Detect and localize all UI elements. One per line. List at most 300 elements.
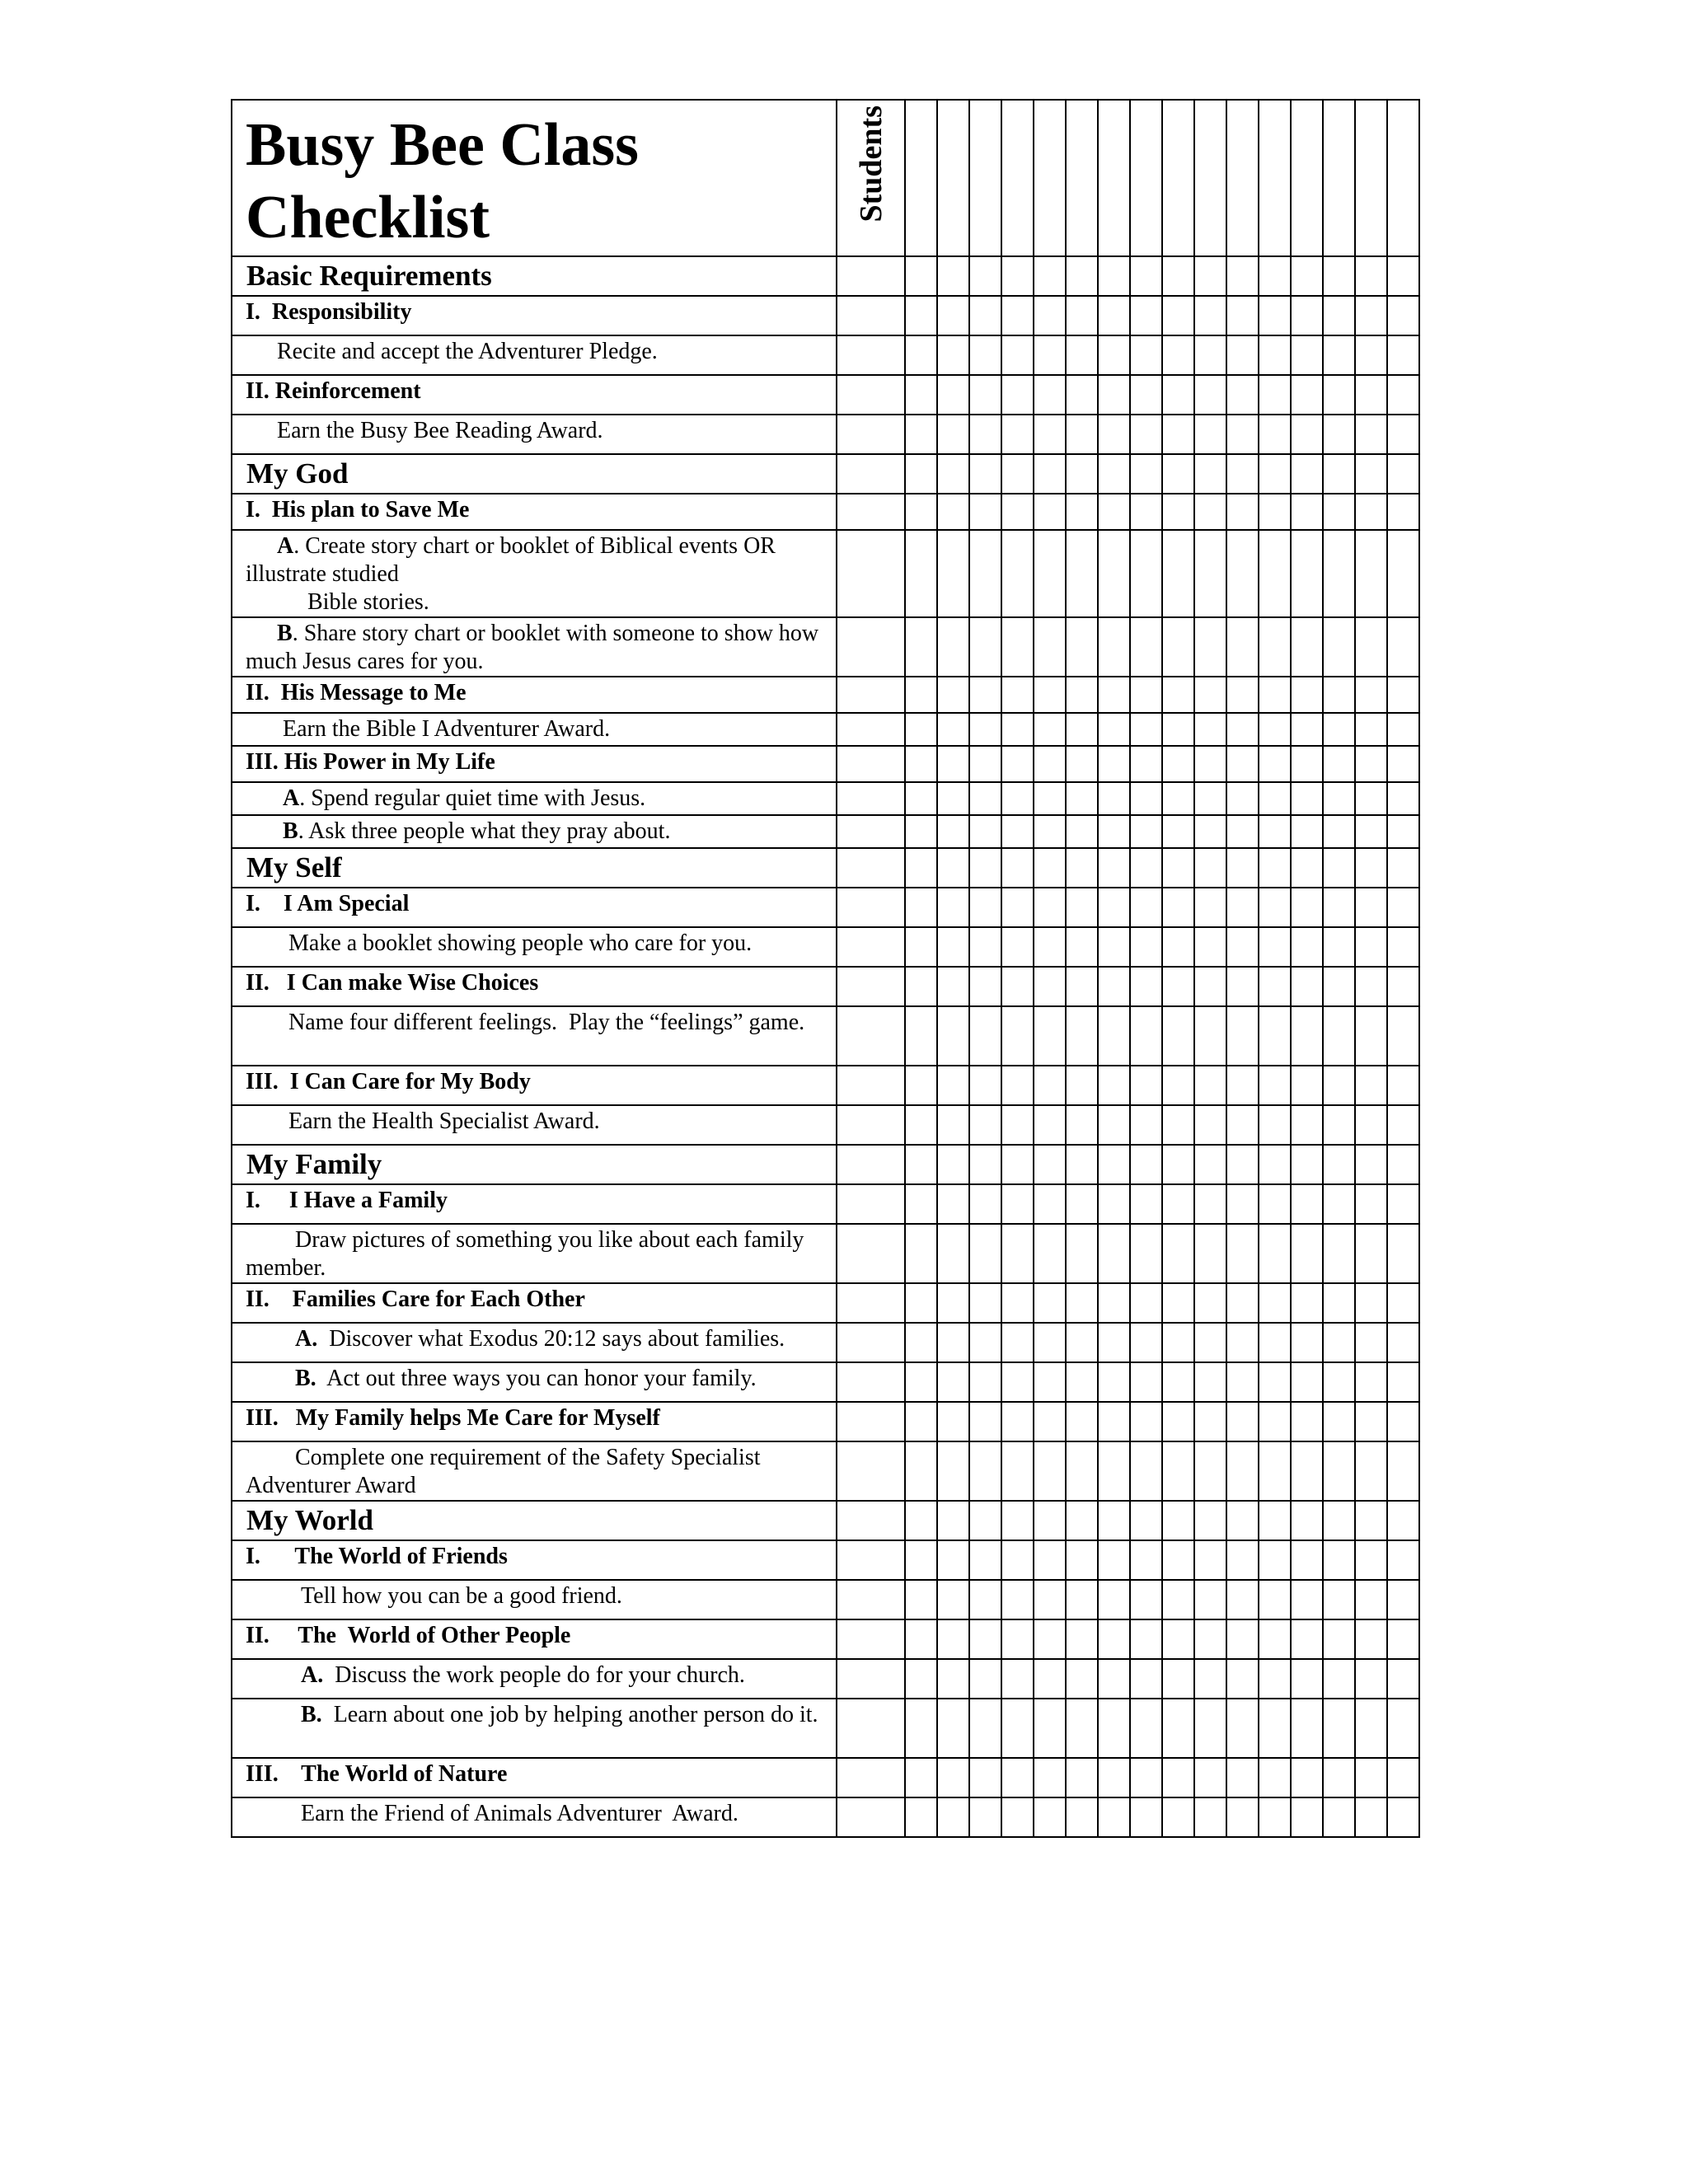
student-name-cell[interactable] [837, 782, 905, 815]
checkbox-cell[interactable] [1034, 927, 1066, 967]
checkbox-cell[interactable] [905, 375, 937, 415]
checkbox-cell[interactable] [1130, 1224, 1162, 1283]
checkbox-cell[interactable] [1291, 296, 1323, 335]
checkbox-cell[interactable] [905, 1402, 937, 1441]
checkbox-cell[interactable] [1259, 1066, 1291, 1105]
checkbox-cell[interactable] [1259, 1758, 1291, 1797]
checkbox-cell[interactable] [1291, 848, 1323, 888]
checkbox-cell[interactable] [1098, 530, 1130, 617]
student-name-cell[interactable] [837, 1105, 905, 1145]
checkbox-cell[interactable] [1194, 1501, 1226, 1540]
checkbox-cell[interactable] [905, 746, 937, 782]
checkbox-cell[interactable] [1226, 494, 1259, 530]
checkbox-cell[interactable] [1355, 1659, 1387, 1699]
checkbox-cell[interactable] [1387, 927, 1419, 967]
checkbox-cell[interactable] [1194, 1659, 1226, 1699]
checkbox-cell[interactable] [1098, 1224, 1130, 1283]
checkbox-cell[interactable] [1001, 713, 1034, 746]
checkbox-cell[interactable] [1098, 1580, 1130, 1619]
checkbox-cell[interactable] [1162, 415, 1194, 454]
checkbox-cell[interactable] [1387, 1105, 1419, 1145]
checkbox-cell[interactable] [1323, 617, 1355, 677]
checkbox-cell[interactable] [1355, 1619, 1387, 1659]
checkbox-cell[interactable] [1291, 454, 1323, 494]
checkbox-cell[interactable] [1355, 494, 1387, 530]
checkbox-cell[interactable] [1387, 1283, 1419, 1323]
checkbox-cell[interactable] [1323, 296, 1355, 335]
checkbox-cell[interactable] [1001, 1362, 1034, 1402]
checkbox-cell[interactable] [1387, 1402, 1419, 1441]
checkbox-cell[interactable] [1259, 815, 1291, 848]
checkbox-cell[interactable] [1259, 1659, 1291, 1699]
checkbox-cell[interactable] [1034, 530, 1066, 617]
checkbox-cell[interactable] [1098, 1006, 1130, 1066]
checkbox-cell[interactable] [1259, 1184, 1291, 1224]
checkbox-cell[interactable] [1162, 454, 1194, 494]
checkbox-cell[interactable] [1034, 746, 1066, 782]
checkbox-cell[interactable] [1001, 375, 1034, 415]
checkbox-cell[interactable] [1226, 927, 1259, 967]
student-name-cell[interactable] [837, 1441, 905, 1501]
checkbox-cell[interactable] [1034, 1659, 1066, 1699]
checkbox-cell[interactable] [1162, 1619, 1194, 1659]
checkbox-cell[interactable] [905, 1619, 937, 1659]
checkbox-cell[interactable] [1034, 1323, 1066, 1362]
checkbox-cell[interactable] [1291, 256, 1323, 296]
checkbox-cell[interactable] [1034, 1006, 1066, 1066]
checkbox-cell[interactable] [1066, 1441, 1098, 1501]
checkbox-cell[interactable] [1066, 1066, 1098, 1105]
checkbox-cell[interactable] [1355, 1224, 1387, 1283]
checkbox-cell[interactable] [1226, 1184, 1259, 1224]
checkbox-cell[interactable] [1194, 888, 1226, 927]
checkbox-cell[interactable] [1194, 677, 1226, 713]
checkbox-cell[interactable] [1194, 1224, 1226, 1283]
checkbox-cell[interactable] [1355, 927, 1387, 967]
checkbox-cell[interactable] [1323, 1758, 1355, 1797]
checkbox-cell[interactable] [1066, 1283, 1098, 1323]
checkbox-cell[interactable] [1034, 713, 1066, 746]
student-name-cell[interactable] [837, 1659, 905, 1699]
checkbox-cell[interactable] [1291, 1323, 1323, 1362]
checkbox-cell[interactable] [1001, 782, 1034, 815]
checkbox-cell[interactable] [1291, 335, 1323, 375]
checkbox-cell[interactable] [969, 1145, 1001, 1184]
checkbox-cell[interactable] [969, 1758, 1001, 1797]
checkbox-cell[interactable] [1291, 530, 1323, 617]
student-name-cell[interactable] [837, 1699, 905, 1758]
checkbox-cell[interactable] [1387, 256, 1419, 296]
checkbox-cell[interactable] [969, 746, 1001, 782]
checkbox-cell[interactable] [1034, 848, 1066, 888]
checkbox-cell[interactable] [1387, 848, 1419, 888]
checkbox-cell[interactable] [937, 1659, 969, 1699]
checkbox-cell[interactable] [969, 1580, 1001, 1619]
checkbox-cell[interactable] [1194, 494, 1226, 530]
checkbox-cell[interactable] [969, 782, 1001, 815]
checkbox-cell[interactable] [969, 530, 1001, 617]
checkbox-cell[interactable] [1291, 494, 1323, 530]
checkbox-cell[interactable] [1098, 1145, 1130, 1184]
checkbox-cell[interactable] [1001, 1580, 1034, 1619]
checkbox-cell[interactable] [1066, 1184, 1098, 1224]
checkbox-cell[interactable] [905, 1006, 937, 1066]
checkbox-cell[interactable] [1066, 1006, 1098, 1066]
checkbox-cell[interactable] [1034, 677, 1066, 713]
checkbox-cell[interactable] [1259, 927, 1291, 967]
checkbox-cell[interactable] [1259, 1402, 1291, 1441]
checkbox-cell[interactable] [1194, 782, 1226, 815]
checkbox-cell[interactable] [1001, 1066, 1034, 1105]
checkbox-cell[interactable] [1001, 1184, 1034, 1224]
checkbox-cell[interactable] [969, 815, 1001, 848]
checkbox-cell[interactable] [1323, 888, 1355, 927]
checkbox-cell[interactable] [1098, 375, 1130, 415]
checkbox-cell[interactable] [1034, 494, 1066, 530]
checkbox-cell[interactable] [1387, 967, 1419, 1006]
checkbox-cell[interactable] [1387, 1184, 1419, 1224]
checkbox-cell[interactable] [1323, 1580, 1355, 1619]
checkbox-cell[interactable] [1323, 782, 1355, 815]
checkbox-cell[interactable] [1130, 1797, 1162, 1837]
checkbox-cell[interactable] [1323, 415, 1355, 454]
checkbox-cell[interactable] [1194, 1105, 1226, 1145]
checkbox-cell[interactable] [1291, 927, 1323, 967]
checkbox-cell[interactable] [1162, 617, 1194, 677]
checkbox-cell[interactable] [1098, 1105, 1130, 1145]
checkbox-cell[interactable] [1098, 1184, 1130, 1224]
checkbox-cell[interactable] [1066, 1540, 1098, 1580]
checkbox-cell[interactable] [1387, 375, 1419, 415]
checkbox-cell[interactable] [1001, 256, 1034, 296]
checkbox-cell[interactable] [1387, 746, 1419, 782]
checkbox-cell[interactable] [1034, 454, 1066, 494]
student-name-cell[interactable] [837, 815, 905, 848]
student-name-cell[interactable] [837, 746, 905, 782]
checkbox-cell[interactable] [1066, 782, 1098, 815]
checkbox-cell[interactable] [1323, 1224, 1355, 1283]
student-name-cell[interactable] [837, 927, 905, 967]
checkbox-cell[interactable] [1098, 1066, 1130, 1105]
checkbox-cell[interactable] [1291, 1699, 1323, 1758]
student-name-cell[interactable] [837, 677, 905, 713]
checkbox-cell[interactable] [905, 1659, 937, 1699]
checkbox-cell[interactable] [1259, 454, 1291, 494]
checkbox-cell[interactable] [1291, 1580, 1323, 1619]
checkbox-cell[interactable] [1194, 1797, 1226, 1837]
checkbox-cell[interactable] [1259, 1501, 1291, 1540]
checkbox-cell[interactable] [1162, 1501, 1194, 1540]
checkbox-cell[interactable] [937, 256, 969, 296]
checkbox-cell[interactable] [905, 1758, 937, 1797]
checkbox-cell[interactable] [1355, 454, 1387, 494]
checkbox-cell[interactable] [1355, 713, 1387, 746]
checkbox-cell[interactable] [1001, 1540, 1034, 1580]
student-name-cell[interactable] [837, 1758, 905, 1797]
checkbox-cell[interactable] [969, 1066, 1001, 1105]
checkbox-cell[interactable] [1387, 1580, 1419, 1619]
checkbox-cell[interactable] [905, 782, 937, 815]
checkbox-cell[interactable] [1323, 530, 1355, 617]
checkbox-cell[interactable] [1323, 1362, 1355, 1402]
checkbox-cell[interactable] [1355, 1580, 1387, 1619]
checkbox-cell[interactable] [1194, 713, 1226, 746]
checkbox-cell[interactable] [1194, 1758, 1226, 1797]
checkbox-cell[interactable] [937, 888, 969, 927]
checkbox-cell[interactable] [1323, 1441, 1355, 1501]
checkbox-cell[interactable] [1323, 1006, 1355, 1066]
checkbox-cell[interactable] [905, 927, 937, 967]
checkbox-cell[interactable] [905, 1501, 937, 1540]
checkbox-cell[interactable] [1355, 677, 1387, 713]
checkbox-cell[interactable] [1130, 617, 1162, 677]
checkbox-cell[interactable] [1355, 1145, 1387, 1184]
checkbox-cell[interactable] [1001, 494, 1034, 530]
checkbox-cell[interactable] [1387, 1797, 1419, 1837]
checkbox-cell[interactable] [1130, 335, 1162, 375]
checkbox-cell[interactable] [1226, 677, 1259, 713]
checkbox-cell[interactable] [1162, 848, 1194, 888]
checkbox-cell[interactable] [1098, 1323, 1130, 1362]
checkbox-cell[interactable] [1355, 1402, 1387, 1441]
checkbox-cell[interactable] [1355, 1283, 1387, 1323]
checkbox-cell[interactable] [1355, 1105, 1387, 1145]
checkbox-cell[interactable] [1355, 1066, 1387, 1105]
checkbox-cell[interactable] [969, 1797, 1001, 1837]
checkbox-cell[interactable] [1291, 617, 1323, 677]
checkbox-cell[interactable] [1162, 713, 1194, 746]
checkbox-cell[interactable] [1323, 746, 1355, 782]
checkbox-cell[interactable] [969, 1402, 1001, 1441]
checkbox-cell[interactable] [1130, 494, 1162, 530]
checkbox-cell[interactable] [1001, 335, 1034, 375]
checkbox-cell[interactable] [1066, 530, 1098, 617]
checkbox-cell[interactable] [1162, 1283, 1194, 1323]
checkbox-cell[interactable] [1066, 1224, 1098, 1283]
checkbox-cell[interactable] [1259, 415, 1291, 454]
checkbox-cell[interactable] [1034, 296, 1066, 335]
checkbox-cell[interactable] [937, 1580, 969, 1619]
checkbox-cell[interactable] [1387, 415, 1419, 454]
checkbox-cell[interactable] [937, 1540, 969, 1580]
student-name-cell[interactable] [837, 713, 905, 746]
checkbox-cell[interactable] [1001, 1105, 1034, 1145]
student-name-cell[interactable] [837, 1224, 905, 1283]
checkbox-cell[interactable] [1323, 1540, 1355, 1580]
checkbox-cell[interactable] [1162, 296, 1194, 335]
checkbox-cell[interactable] [1066, 848, 1098, 888]
checkbox-cell[interactable] [1066, 617, 1098, 677]
checkbox-cell[interactable] [1323, 1283, 1355, 1323]
checkbox-cell[interactable] [937, 1619, 969, 1659]
checkbox-cell[interactable] [1323, 1105, 1355, 1145]
checkbox-cell[interactable] [969, 1699, 1001, 1758]
checkbox-cell[interactable] [1098, 677, 1130, 713]
checkbox-cell[interactable] [1355, 1362, 1387, 1402]
checkbox-cell[interactable] [905, 1323, 937, 1362]
checkbox-cell[interactable] [1066, 454, 1098, 494]
checkbox-cell[interactable] [905, 296, 937, 335]
checkbox-cell[interactable] [1355, 1797, 1387, 1837]
checkbox-cell[interactable] [1387, 530, 1419, 617]
checkbox-cell[interactable] [1291, 815, 1323, 848]
checkbox-cell[interactable] [1355, 782, 1387, 815]
checkbox-cell[interactable] [1130, 1105, 1162, 1145]
checkbox-cell[interactable] [1130, 1540, 1162, 1580]
checkbox-cell[interactable] [1001, 1797, 1034, 1837]
checkbox-cell[interactable] [905, 1145, 937, 1184]
checkbox-cell[interactable] [1387, 335, 1419, 375]
checkbox-cell[interactable] [1034, 1501, 1066, 1540]
checkbox-cell[interactable] [1323, 1699, 1355, 1758]
checkbox-cell[interactable] [969, 1323, 1001, 1362]
checkbox-cell[interactable] [1130, 296, 1162, 335]
checkbox-cell[interactable] [905, 335, 937, 375]
checkbox-cell[interactable] [1001, 746, 1034, 782]
checkbox-cell[interactable] [1323, 1659, 1355, 1699]
checkbox-cell[interactable] [1194, 1184, 1226, 1224]
checkbox-cell[interactable] [1098, 1758, 1130, 1797]
checkbox-cell[interactable] [969, 454, 1001, 494]
checkbox-cell[interactable] [937, 1145, 969, 1184]
checkbox-cell[interactable] [1323, 1066, 1355, 1105]
checkbox-cell[interactable] [1162, 1659, 1194, 1699]
checkbox-cell[interactable] [1130, 967, 1162, 1006]
checkbox-cell[interactable] [1323, 848, 1355, 888]
checkbox-cell[interactable] [969, 848, 1001, 888]
checkbox-cell[interactable] [969, 1540, 1001, 1580]
checkbox-cell[interactable] [1130, 1402, 1162, 1441]
checkbox-cell[interactable] [1291, 1362, 1323, 1402]
student-name-cell[interactable] [837, 375, 905, 415]
checkbox-cell[interactable] [1355, 296, 1387, 335]
checkbox-cell[interactable] [1130, 815, 1162, 848]
checkbox-cell[interactable] [1001, 677, 1034, 713]
checkbox-cell[interactable] [1355, 848, 1387, 888]
checkbox-cell[interactable] [1226, 375, 1259, 415]
student-name-cell[interactable] [837, 888, 905, 927]
checkbox-cell[interactable] [937, 1184, 969, 1224]
checkbox-cell[interactable] [1323, 494, 1355, 530]
checkbox-cell[interactable] [1226, 256, 1259, 296]
student-name-cell[interactable] [837, 967, 905, 1006]
checkbox-cell[interactable] [1162, 256, 1194, 296]
checkbox-cell[interactable] [1387, 1323, 1419, 1362]
checkbox-cell[interactable] [1259, 1145, 1291, 1184]
checkbox-cell[interactable] [1226, 296, 1259, 335]
checkbox-cell[interactable] [1323, 1323, 1355, 1362]
checkbox-cell[interactable] [1162, 1006, 1194, 1066]
checkbox-cell[interactable] [1001, 927, 1034, 967]
checkbox-cell[interactable] [937, 746, 969, 782]
checkbox-cell[interactable] [937, 1224, 969, 1283]
checkbox-cell[interactable] [1387, 1501, 1419, 1540]
checkbox-cell[interactable] [1259, 1224, 1291, 1283]
checkbox-cell[interactable] [1291, 746, 1323, 782]
checkbox-cell[interactable] [1001, 296, 1034, 335]
checkbox-cell[interactable] [937, 454, 969, 494]
checkbox-cell[interactable] [1226, 888, 1259, 927]
checkbox-cell[interactable] [1066, 1758, 1098, 1797]
checkbox-cell[interactable] [1355, 1540, 1387, 1580]
checkbox-cell[interactable] [1387, 713, 1419, 746]
checkbox-cell[interactable] [937, 1758, 969, 1797]
checkbox-cell[interactable] [1098, 1659, 1130, 1699]
checkbox-cell[interactable] [1001, 1283, 1034, 1323]
checkbox-cell[interactable] [1130, 1323, 1162, 1362]
checkbox-cell[interactable] [1066, 1797, 1098, 1837]
checkbox-cell[interactable] [1162, 677, 1194, 713]
checkbox-cell[interactable] [1194, 927, 1226, 967]
checkbox-cell[interactable] [1034, 1540, 1066, 1580]
checkbox-cell[interactable] [937, 1699, 969, 1758]
checkbox-cell[interactable] [1259, 1580, 1291, 1619]
checkbox-cell[interactable] [1259, 1006, 1291, 1066]
checkbox-cell[interactable] [937, 617, 969, 677]
checkbox-cell[interactable] [1291, 375, 1323, 415]
checkbox-cell[interactable] [1066, 256, 1098, 296]
checkbox-cell[interactable] [1194, 256, 1226, 296]
checkbox-cell[interactable] [1162, 746, 1194, 782]
checkbox-cell[interactable] [1291, 677, 1323, 713]
checkbox-cell[interactable] [969, 296, 1001, 335]
checkbox-cell[interactable] [1387, 1758, 1419, 1797]
checkbox-cell[interactable] [1001, 888, 1034, 927]
checkbox-cell[interactable] [1226, 713, 1259, 746]
checkbox-cell[interactable] [1130, 1006, 1162, 1066]
checkbox-cell[interactable] [1259, 1619, 1291, 1659]
checkbox-cell[interactable] [1098, 927, 1130, 967]
checkbox-cell[interactable] [937, 415, 969, 454]
checkbox-cell[interactable] [969, 375, 1001, 415]
checkbox-cell[interactable] [1098, 1619, 1130, 1659]
checkbox-cell[interactable] [1034, 815, 1066, 848]
checkbox-cell[interactable] [1323, 1402, 1355, 1441]
checkbox-cell[interactable] [1355, 1699, 1387, 1758]
checkbox-cell[interactable] [1034, 1580, 1066, 1619]
checkbox-cell[interactable] [937, 1441, 969, 1501]
checkbox-cell[interactable] [1323, 967, 1355, 1006]
checkbox-cell[interactable] [905, 1441, 937, 1501]
checkbox-cell[interactable] [937, 815, 969, 848]
checkbox-cell[interactable] [1066, 967, 1098, 1006]
checkbox-cell[interactable] [1162, 782, 1194, 815]
checkbox-cell[interactable] [1355, 1323, 1387, 1362]
checkbox-cell[interactable] [1098, 415, 1130, 454]
checkbox-cell[interactable] [1259, 530, 1291, 617]
checkbox-cell[interactable] [969, 713, 1001, 746]
checkbox-cell[interactable] [1226, 1619, 1259, 1659]
checkbox-cell[interactable] [1226, 1580, 1259, 1619]
checkbox-cell[interactable] [1259, 1362, 1291, 1402]
checkbox-cell[interactable] [1130, 888, 1162, 927]
checkbox-cell[interactable] [1130, 1145, 1162, 1184]
checkbox-cell[interactable] [1291, 713, 1323, 746]
checkbox-cell[interactable] [1259, 848, 1291, 888]
checkbox-cell[interactable] [905, 1066, 937, 1105]
checkbox-cell[interactable] [937, 1797, 969, 1837]
checkbox-cell[interactable] [1226, 815, 1259, 848]
checkbox-cell[interactable] [1194, 1402, 1226, 1441]
checkbox-cell[interactable] [1066, 746, 1098, 782]
checkbox-cell[interactable] [1291, 1441, 1323, 1501]
checkbox-cell[interactable] [937, 530, 969, 617]
checkbox-cell[interactable] [1034, 256, 1066, 296]
checkbox-cell[interactable] [1162, 967, 1194, 1006]
checkbox-cell[interactable] [1162, 1441, 1194, 1501]
checkbox-cell[interactable] [1194, 1066, 1226, 1105]
checkbox-cell[interactable] [1162, 335, 1194, 375]
